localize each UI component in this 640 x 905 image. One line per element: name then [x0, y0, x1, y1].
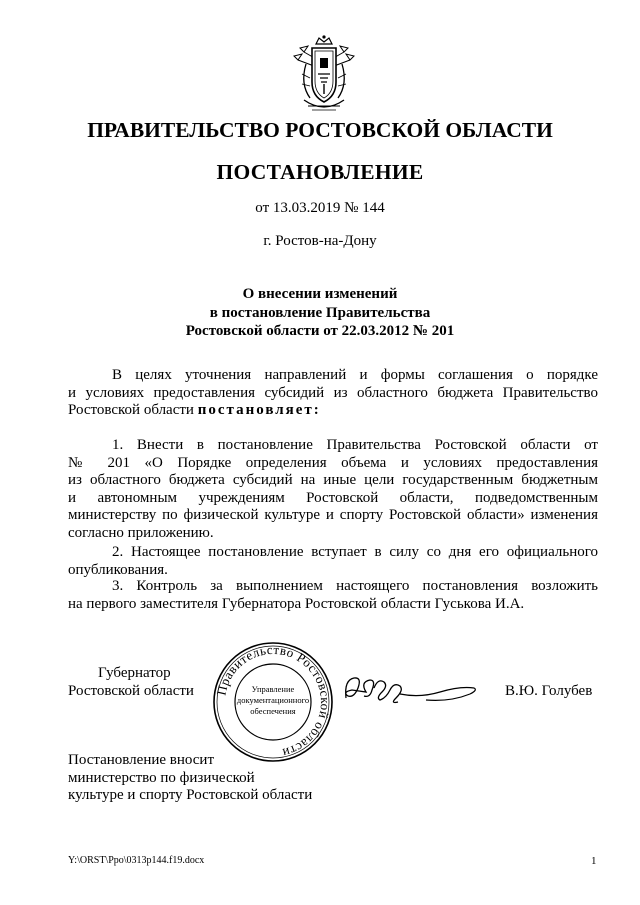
paragraph-line: и автономным учреждениям Ростовской области, подведомственным [68, 489, 598, 506]
paragraph-line: согласно приложению. [68, 524, 214, 541]
seal-center-line: документационного [236, 695, 310, 705]
seal-center-line: обеспечения [250, 706, 296, 716]
handwritten-signature [340, 668, 480, 708]
government-title: ПРАВИТЕЛЬСТВО РОСТОВСКОЙ ОБЛАСТИ [87, 118, 553, 142]
paragraph-line: на первого заместителя Губернатора Ростовской области Гуськова И.А. [68, 595, 525, 612]
paragraph-line: 1. Внести в постановление Правительства Ростовской области от [112, 437, 598, 453]
paragraph-line: опубликования. [68, 561, 168, 578]
subject-line: Ростовской области от 22.03.2012 № 201 [185, 323, 455, 339]
footer-file-path: Y:\ORST\Ppo\0313p144.f19.docx [68, 855, 205, 866]
subject-line: в постановление Правительства [209, 304, 431, 321]
seal-center-line: Управление [251, 684, 295, 694]
city: г. Ростов-на-Дону [263, 233, 377, 249]
paragraph-line: 3. Контроль за выполнением настоящего постановления возложить [112, 578, 598, 594]
paragraph-line: министерству по физической культуре и спорту Ростовской области» изменения [68, 507, 598, 523]
subject-line: О внесении изменений [242, 286, 398, 302]
note-line: Постановление вносит [68, 752, 215, 768]
paragraph-line [68, 402, 598, 420]
paragraph-line: из областного бюджета субсидий на иные цели государственным бюджетным [68, 472, 598, 488]
decree-subject [0, 285, 640, 341]
item-1-paragraph [68, 437, 598, 542]
document-type-title: ПОСТАНОВЛЕНИЕ [216, 160, 424, 184]
note-line: культуре и спорту Ростовской области [68, 787, 313, 803]
paragraph-line: 2. Настоящее постановление вступает в силу со дня его официального [112, 544, 598, 560]
note-line: министерство по физической [68, 769, 255, 786]
preamble-text: Ростовской области [68, 402, 198, 418]
paragraph-line: и условиях предоставления субсидий из областного бюджета Правительство [68, 384, 598, 401]
signatory-name: В.Ю. Голубев [505, 683, 593, 699]
preamble-paragraph [68, 367, 598, 420]
item-2-paragraph [68, 544, 598, 579]
date-number: от 13.03.2019 № 144 [255, 200, 385, 216]
paragraph-line: В целях уточнения направлений и формы соглашения о порядке [112, 367, 598, 383]
introduced-by-note [68, 752, 312, 805]
seal-ring-text: Правительство Ростовской области [213, 641, 334, 761]
paragraph-line: № 201 «О Порядке определения объема и условиях предоставления [68, 454, 598, 471]
position-line: Ростовской области [68, 683, 194, 699]
official-seal-stamp [211, 640, 335, 764]
item-3-paragraph [68, 578, 598, 613]
page-number: 1 [591, 855, 597, 867]
position-line: Губернатор [98, 665, 171, 681]
coat-of-arms-emblem [290, 34, 358, 116]
signatory-position [68, 664, 194, 700]
decree-keyword: постановляет: [197, 402, 321, 418]
